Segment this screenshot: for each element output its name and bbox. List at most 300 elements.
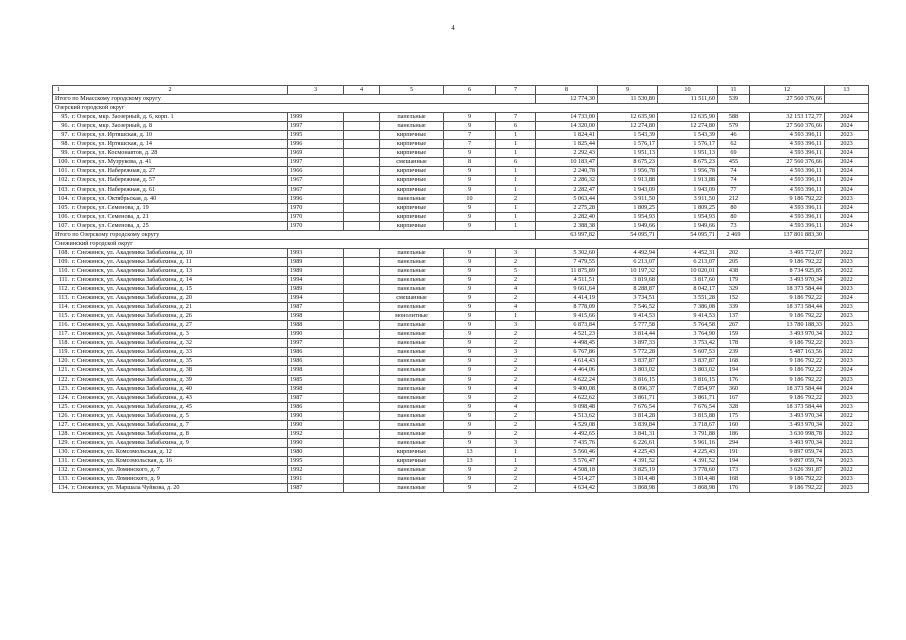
address-cell (53, 420, 288, 429)
address: г. Снежинск, ул. Академика Забабахина, д. 8 (72, 429, 189, 437)
col-11-cell: 205 (718, 257, 750, 266)
col-12-cell: 4 593 396,11 (750, 131, 825, 140)
col-4-cell (344, 140, 380, 149)
col-8-cell: 4 498,45 (536, 339, 598, 348)
floors-cell: 9 (444, 348, 496, 357)
table-row (53, 303, 869, 312)
address-cell (53, 285, 288, 294)
row-number: 125. (58, 402, 69, 410)
year-of-work-cell: 2022 (825, 465, 869, 474)
address-cell (53, 140, 288, 149)
col-10-cell: 5 961,16 (658, 438, 718, 447)
floors-cell: 9 (444, 294, 496, 303)
year-of-work-cell: 2023 (825, 194, 869, 203)
year-of-work-cell: 2022 (825, 348, 869, 357)
col-4-cell (344, 339, 380, 348)
col-9-cell: 3 734,51 (598, 294, 658, 303)
row-number: 115. (58, 312, 69, 320)
total-label: Итого по Миасскому городскому округу (53, 95, 536, 104)
entrances-cell: 3 (496, 321, 536, 330)
col-11-cell: 212 (718, 194, 750, 203)
entrances-cell: 1 (496, 203, 536, 212)
col-8-cell: 4 529,08 (536, 420, 598, 429)
year-of-work-cell: 2024 (825, 366, 869, 375)
floors-cell: 9 (444, 475, 496, 484)
col-10-cell: 7 386,08 (658, 303, 718, 312)
table-row (53, 484, 869, 493)
total-col-9: 11 530,80 (598, 95, 658, 104)
wall-material-cell: панельные (380, 375, 444, 384)
wall-material-cell: кирпичные (380, 185, 444, 194)
row-number: 116. (58, 321, 69, 329)
col-9-cell: 4 492,94 (598, 248, 658, 257)
col-12-cell: 5 487 163,56 (750, 348, 825, 357)
row-number: 98. (61, 140, 69, 148)
year-of-work-cell: 2023 (825, 393, 869, 402)
col-4-cell (344, 357, 380, 366)
entrances-cell: 2 (496, 330, 536, 339)
address-cell (53, 275, 288, 284)
col-12-cell: 4 593 396,11 (750, 167, 825, 176)
row-number: 104. (58, 194, 69, 202)
table-row (53, 203, 869, 212)
row-number: 132. (58, 465, 69, 473)
col-4-cell (344, 411, 380, 420)
col-8-cell: 14 733,00 (536, 113, 598, 122)
col-11-cell: 73 (718, 221, 750, 230)
column-number: 2 (168, 86, 172, 93)
col-10-cell: 6 213,07 (658, 257, 718, 266)
table-row (53, 294, 869, 303)
col-9-cell: 4 225,43 (598, 447, 658, 456)
col-4-cell (344, 212, 380, 221)
col-11-cell: 455 (718, 158, 750, 167)
section-title: Снежинский городской округ (53, 239, 869, 248)
year-of-work-cell: 2023 (825, 402, 869, 411)
entrances-cell: 1 (496, 312, 536, 321)
total-col-10: 11 511,60 (658, 95, 718, 104)
floors-cell: 9 (444, 465, 496, 474)
col-12-cell: 9 186 792,22 (750, 194, 825, 203)
col-8-cell: 4 622,62 (536, 393, 598, 402)
col-4-cell (344, 429, 380, 438)
table-row (53, 257, 869, 266)
year-cell: 1987 (288, 303, 344, 312)
wall-material-cell: панельные (380, 475, 444, 484)
floors-cell: 9 (444, 330, 496, 339)
address: г. Снежинск, ул. Академика Забабахина, д. 26 (72, 312, 192, 320)
floors-cell: 9 (444, 321, 496, 330)
table-row (53, 339, 869, 348)
section-header-row (53, 239, 869, 248)
col-9-cell: 3 911,50 (598, 194, 658, 203)
address: г. Снежинск, ул. Академика Забабахина, д. 11 (72, 257, 192, 265)
col-12-cell: 3 493 970,34 (750, 411, 825, 420)
col-10-cell: 7 676,54 (658, 402, 718, 411)
entrances-cell: 1 (496, 140, 536, 149)
wall-material-cell: кирпичные (380, 447, 444, 456)
col-12-cell: 8 734 925,85 (750, 266, 825, 275)
col-10-cell: 4 452,31 (658, 248, 718, 257)
col-10-cell: 12 274,80 (658, 122, 718, 131)
address: г. Озерск, ул. Набережная, д. 57 (72, 176, 156, 184)
col-10-cell: 3 753,42 (658, 339, 718, 348)
address: г. Снежинск, ул. Академика Забабахина, д. 21 (72, 303, 192, 311)
row-number: 126. (58, 411, 69, 419)
year-cell: 1990 (288, 411, 344, 420)
year-cell: 1990 (288, 420, 344, 429)
table-row (53, 348, 869, 357)
wall-material-cell: панельные (380, 429, 444, 438)
col-12-cell: 9 897 059,74 (750, 447, 825, 456)
address-cell (53, 465, 288, 474)
col-10-cell: 1 951,13 (658, 149, 718, 158)
year-of-work-cell: 2023 (825, 339, 869, 348)
table-row (53, 285, 869, 294)
table-row (53, 456, 869, 465)
table-row (53, 113, 869, 122)
row-number: 118. (58, 339, 69, 347)
total-col-9: 54 095,71 (598, 230, 658, 239)
col-8-cell: 4 513,62 (536, 411, 598, 420)
col-11-cell: 137 (718, 312, 750, 321)
col-12-cell: 9 186 792,22 (750, 393, 825, 402)
address: г. Снежинск, ул. Академика Забабахина, д. 39 (72, 375, 192, 383)
total-col-12: 137 801 883,30 (750, 230, 825, 239)
table-row (53, 194, 869, 203)
col-8-cell: 4 622,24 (536, 375, 598, 384)
col-8-cell: 2 282,40 (536, 212, 598, 221)
col-12-cell: 4 593 396,11 (750, 221, 825, 230)
year-cell: 1998 (288, 366, 344, 375)
entrances-cell: 6 (496, 122, 536, 131)
col-8-cell: 9 415,66 (536, 312, 598, 321)
year-cell: 1996 (288, 194, 344, 203)
year-cell: 1986 (288, 402, 344, 411)
address-cell (53, 484, 288, 493)
year-of-work-cell: 2023 (825, 140, 869, 149)
column-number-row (53, 86, 869, 95)
total-row (53, 95, 869, 104)
row-number: 109. (58, 257, 69, 265)
row-number: 101. (58, 167, 69, 175)
table-row (53, 221, 869, 230)
year-cell: 1985 (288, 375, 344, 384)
address: г. Снежинск, ул. Ломинского, д. 7 (72, 465, 160, 473)
col-4-cell (344, 275, 380, 284)
col-11-cell: 80 (718, 203, 750, 212)
floors-cell: 9 (444, 248, 496, 257)
row-number: 133. (58, 475, 69, 483)
col-12-cell: 27 560 376,66 (750, 158, 825, 167)
wall-material-cell: монолитные (380, 312, 444, 321)
address-cell (53, 312, 288, 321)
col-10-cell: 4 225,43 (658, 447, 718, 456)
wall-material-cell: панельные (380, 484, 444, 493)
wall-material-cell: панельные (380, 420, 444, 429)
floors-cell: 9 (444, 393, 496, 402)
col-4-cell (344, 221, 380, 230)
row-number: 114. (58, 303, 69, 311)
address-cell (53, 456, 288, 465)
col-8-cell: 2 286,32 (536, 176, 598, 185)
col-12-cell: 3 626 391,87 (750, 465, 825, 474)
table-row (53, 266, 869, 275)
year-cell: 1992 (288, 465, 344, 474)
col-9-cell: 3 814,28 (598, 411, 658, 420)
col-12-cell: 9 186 792,22 (750, 475, 825, 484)
col-11-cell: 267 (718, 321, 750, 330)
column-number: 13 (825, 86, 869, 95)
address: г. Снежинск, ул. Академика Забабахина, д. 27 (72, 321, 192, 329)
table-row (53, 411, 869, 420)
col-9-cell: 10 197,32 (598, 266, 658, 275)
col-9-cell: 9 414,53 (598, 312, 658, 321)
address: г. Снежинск, ул. Академика Забабахина, д. 7 (72, 420, 189, 428)
wall-material-cell: кирпичные (380, 221, 444, 230)
floors-cell: 9 (444, 375, 496, 384)
floors-cell: 10 (444, 194, 496, 203)
floors-cell: 13 (444, 447, 496, 456)
col-10-cell: 4 391,52 (658, 456, 718, 465)
entrances-cell: 1 (496, 149, 536, 158)
col-11-cell: 438 (718, 266, 750, 275)
row-number: 111. (58, 275, 69, 283)
col-4-cell (344, 203, 380, 212)
wall-material-cell: панельные (380, 257, 444, 266)
year-of-work-cell: 2022 (825, 429, 869, 438)
col-11-cell: 77 (718, 185, 750, 194)
table-row (53, 393, 869, 402)
table-row (53, 149, 869, 158)
table-row (53, 402, 869, 411)
address: г. Озерск, ул. Октябрьская, д. 40 (72, 194, 157, 202)
address: г. Снежинск, ул. Академика Забабахина, д. 5 (72, 411, 189, 419)
wall-material-cell: панельные (380, 348, 444, 357)
col-11-cell: 74 (718, 176, 750, 185)
col-8-cell: 5 576,47 (536, 456, 598, 465)
address-cell (53, 475, 288, 484)
col-11-cell: 168 (718, 357, 750, 366)
col-10-cell: 1 809,25 (658, 203, 718, 212)
table-row (53, 140, 869, 149)
col-9-cell: 1 543,39 (598, 131, 658, 140)
floors-cell: 9 (444, 113, 496, 122)
year-of-work-cell: 2024 (825, 113, 869, 122)
entrances-cell: 1 (496, 185, 536, 194)
col-11-cell: 328 (718, 402, 750, 411)
year-cell: 1992 (288, 429, 344, 438)
address: г. Снежинск, ул. Академика Забабахина, д. 20 (72, 294, 192, 302)
col-10-cell: 1 943,09 (658, 185, 718, 194)
section-header-row (53, 104, 869, 113)
floors-cell: 9 (444, 402, 496, 411)
row-number: 106. (58, 212, 69, 220)
col-11-cell: 339 (718, 303, 750, 312)
address: г. Снежинск, ул. Академика Забабахина, д. 9 (72, 438, 189, 446)
year-cell: 1989 (288, 257, 344, 266)
year-of-work-cell: 2024 (825, 212, 869, 221)
table-row (53, 122, 869, 131)
col-12-cell: 4 593 396,11 (750, 140, 825, 149)
address-cell (53, 366, 288, 375)
col-9-cell: 3 897,33 (598, 339, 658, 348)
col-12-cell: 4 593 396,11 (750, 185, 825, 194)
col-4-cell (344, 375, 380, 384)
col-12-cell: 4 593 396,11 (750, 176, 825, 185)
col-10-cell: 3 816,15 (658, 375, 718, 384)
address-cell (53, 348, 288, 357)
address-cell (53, 330, 288, 339)
address-cell (53, 248, 288, 257)
address: г. Озерск, ул. Набережная, д. 27 (72, 167, 156, 175)
col-8-cell: 7 479,55 (536, 257, 598, 266)
address: г. Снежинск, ул. Академика Забабахина, д. 13 (72, 266, 192, 274)
col-4-cell (344, 456, 380, 465)
entrances-cell: 2 (496, 475, 536, 484)
year-cell: 1990 (288, 330, 344, 339)
table-row (53, 357, 869, 366)
col-11-cell: 202 (718, 248, 750, 257)
col-8-cell: 2 292,43 (536, 149, 598, 158)
address-cell (53, 221, 288, 230)
col-12-cell: 3 630 998,78 (750, 429, 825, 438)
floors-cell: 9 (444, 357, 496, 366)
entrances-cell: 3 (496, 248, 536, 257)
year-of-work-cell: 2022 (825, 330, 869, 339)
wall-material-cell: смешанные (380, 158, 444, 167)
col-8-cell: 5 560,46 (536, 447, 598, 456)
column-number: 10 (658, 86, 718, 95)
total-row (53, 230, 869, 239)
col-11-cell: 176 (718, 375, 750, 384)
entrances-cell: 2 (496, 366, 536, 375)
address: г. Снежинск, ул. Академика Забабахина, д. 3 (72, 330, 189, 338)
year-of-work-cell: 2022 (825, 248, 869, 257)
col-10-cell: 7 854,97 (658, 384, 718, 393)
address: г. Снежинск, ул. Академика Забабахина, д. 38 (72, 366, 192, 374)
address-cell (53, 321, 288, 330)
col-8-cell: 1 825,44 (536, 140, 598, 149)
col-4-cell (344, 158, 380, 167)
address: г. Снежинск, ул. Комсомольская, д. 16 (72, 456, 172, 464)
row-number: 131. (58, 456, 69, 464)
col-11-cell: 329 (718, 285, 750, 294)
row-number: 102. (58, 176, 69, 184)
col-11-cell: 191 (718, 447, 750, 456)
col-11-cell: 167 (718, 393, 750, 402)
address: г. Озерск, ул. Космонавтов, д. 28 (72, 149, 158, 157)
total-col-13 (825, 230, 869, 239)
col-4-cell (344, 122, 380, 131)
column-number: 5 (380, 86, 444, 95)
wall-material-cell: кирпичные (380, 167, 444, 176)
col-9-cell: 12 635,90 (598, 113, 658, 122)
entrances-cell: 1 (496, 456, 536, 465)
col-10-cell: 8 042,17 (658, 285, 718, 294)
col-9-cell: 3 816,15 (598, 375, 658, 384)
col-12-cell: 18 373 584,44 (750, 303, 825, 312)
address-cell (53, 438, 288, 447)
year-of-work-cell: 2024 (825, 176, 869, 185)
col-12-cell: 9 186 792,22 (750, 366, 825, 375)
table-row (53, 384, 869, 393)
col-12-cell: 3 493 970,34 (750, 438, 825, 447)
column-number: 4 (344, 86, 380, 95)
total-col-10: 54 095,71 (658, 230, 718, 239)
col-12-cell: 9 186 792,22 (750, 375, 825, 384)
floors-cell: 9 (444, 366, 496, 375)
address-cell (53, 257, 288, 266)
floors-cell: 7 (444, 140, 496, 149)
row-number: 112. (58, 285, 69, 293)
wall-material-cell: панельные (380, 248, 444, 257)
col-10-cell: 12 635,90 (658, 113, 718, 122)
year-cell: 1967 (288, 176, 344, 185)
entrances-cell: 1 (496, 176, 536, 185)
row-number: 97. (61, 131, 69, 139)
year-cell: 1989 (288, 285, 344, 294)
year-of-work-cell: 2022 (825, 266, 869, 275)
entrances-cell: 2 (496, 275, 536, 284)
column-number-1-2 (53, 86, 288, 95)
year-of-work-cell: 2022 (825, 438, 869, 447)
wall-material-cell: панельные (380, 330, 444, 339)
row-number: 105. (58, 203, 69, 211)
year-cell: 1980 (288, 447, 344, 456)
col-11-cell: 80 (718, 212, 750, 221)
row-number: 99. (61, 149, 69, 157)
col-4-cell (344, 447, 380, 456)
year-cell: 1966 (288, 167, 344, 176)
col-4-cell (344, 266, 380, 275)
year-of-work-cell: 2023 (825, 321, 869, 330)
year-of-work-cell: 2022 (825, 275, 869, 284)
row-number: 103. (58, 185, 69, 193)
address: г. Снежинск, ул. Академика Забабахина, д. 32 (72, 339, 192, 347)
col-10-cell: 1 913,88 (658, 176, 718, 185)
col-8-cell: 4 508,18 (536, 465, 598, 474)
column-number: 12 (750, 86, 825, 95)
col-10-cell: 1 956,78 (658, 167, 718, 176)
col-10-cell: 9 414,53 (658, 312, 718, 321)
column-number: 7 (496, 86, 536, 95)
row-number: 122. (58, 375, 69, 383)
year-cell: 1991 (288, 475, 344, 484)
col-11-cell: 176 (718, 484, 750, 493)
col-10-cell: 3 764,90 (658, 330, 718, 339)
col-8-cell: 9 098,48 (536, 402, 598, 411)
floors-cell: 9 (444, 303, 496, 312)
col-12-cell: 13 780 188,33 (750, 321, 825, 330)
address-cell (53, 447, 288, 456)
year-cell: 1989 (288, 266, 344, 275)
wall-material-cell: панельные (380, 303, 444, 312)
col-9-cell: 6 226,61 (598, 438, 658, 447)
col-9-cell: 12 274,80 (598, 122, 658, 131)
year-cell: 1987 (288, 393, 344, 402)
col-12-cell: 9 186 792,22 (750, 294, 825, 303)
row-number: 128. (58, 429, 69, 437)
entrances-cell: 1 (496, 212, 536, 221)
floors-cell: 13 (444, 456, 496, 465)
col-12-cell: 9 186 792,22 (750, 339, 825, 348)
col-8-cell: 5 063,44 (536, 194, 598, 203)
year-cell: 1996 (288, 140, 344, 149)
col-12-cell: 18 373 584,44 (750, 402, 825, 411)
total-col-8: 63 997,82 (536, 230, 598, 239)
col-9-cell: 7 676,54 (598, 402, 658, 411)
